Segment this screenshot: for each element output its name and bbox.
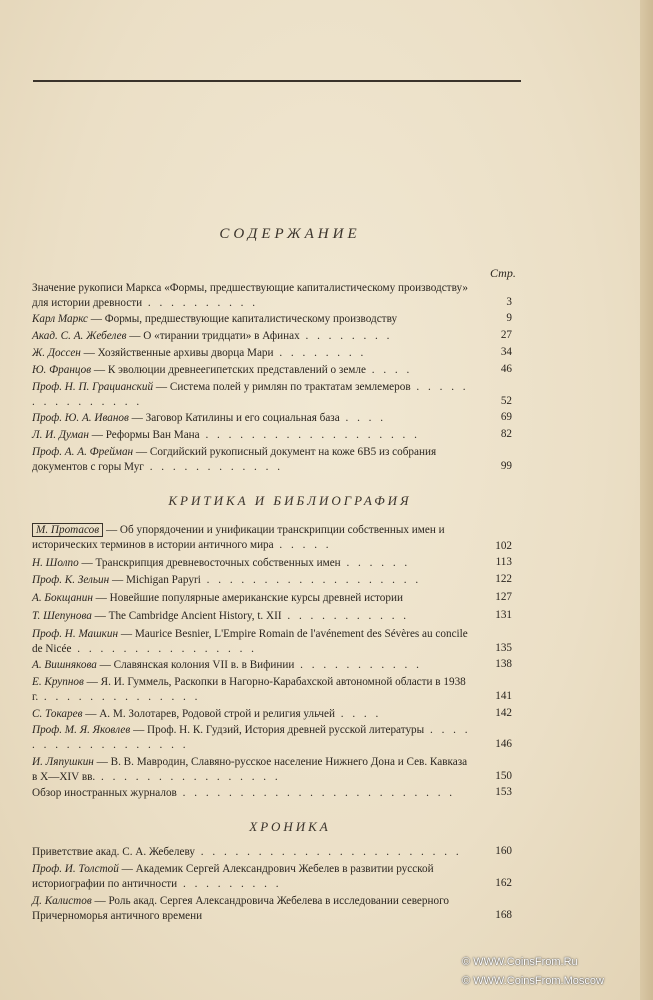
entry-author: Проф. Н. П. Грацианский — [32, 381, 154, 393]
entry-page: 102 — [495, 540, 512, 552]
entry-author: Проф. М. Я. Яковлев — [32, 724, 131, 736]
entry-title: Michigan Papyri — [125, 574, 201, 586]
toc-entry: Карл Маркс — Формы, предшествующие капиталистическому производству — [32, 313, 398, 325]
entry-page: 168 — [495, 909, 512, 921]
entry-page: 113 — [495, 556, 512, 568]
toc-entry: Д. Калистов — Роль акад. Сергея Александровича Жебелева в исследовании северного Причерноморья античного времени — [32, 895, 449, 922]
entry-title: Значение рукописи Маркса «Формы, предшествующие капиталистическому производству» для истории древности — [32, 282, 468, 309]
toc-entry: Т. Шепунова — The Cambridge Ancient History, t. XII . . . . . . . . . . . — [32, 610, 410, 622]
toc-entry: Н. Шолпо — Транскрипция древневосточных собственных имен . . . . . . — [32, 557, 411, 569]
entry-author: Н. Шолпо — [32, 557, 79, 569]
entry-title: Новейшие популярные американские курсы древней истории — [109, 592, 403, 604]
entry-page: 142 — [495, 707, 512, 719]
entry-page: 27 — [500, 329, 512, 341]
entry-author: Ю. Францов — [32, 364, 92, 376]
toc-entry: Проф. М. Я. Яковлев — Проф. Н. К. Гудзий, История древней русской литературы . . . . . . . . . . . . . . . . . . — [32, 724, 471, 751]
entry-page: 153 — [495, 786, 512, 798]
toc-entry: С. Токарев — А. М. Золотарев, Родовой строй и религия ульчей . . . . — [32, 708, 382, 720]
toc-entry: М. Протасов — Об упорядочении и унификации транскрипции собственных имен и исторических терминов в истории античного мира . . . . . — [32, 524, 445, 551]
entry-page: 69 — [500, 411, 512, 423]
entry-author: А. Бокщанин — [32, 592, 93, 604]
entry-title: Система полей у римлян по трактатам землемеров — [169, 381, 411, 393]
toc-entry: Приветствие акад. С. А. Жебелеву . . . . . . . . . . . . . . . . . . . . . . . — [32, 846, 462, 858]
entry-title: Транскрипция древневосточных собственных имен — [95, 557, 341, 569]
entry-page: 160 — [495, 845, 512, 857]
watermark: © WWW.CoinsFrom.Moscow — [462, 975, 604, 987]
entry-page: 127 — [495, 591, 512, 603]
toc-entry: Проф. Ю. А. Иванов — Заговор Катилины и его социальная база . . . . — [32, 412, 387, 424]
entry-title: Об упорядочении и унификации транскрипции собственных имен и исторических терминов в истории античного мира — [32, 524, 445, 551]
entry-author: А. Вишнякова — [32, 659, 97, 671]
entry-page: 46 — [500, 363, 512, 375]
toc-entry: Е. Крупнов — Я. И. Гуммель, Раскопки в Нагорно-Карабахской автономной области в 1938 г. . . . . . . . . . . . . . . — [32, 676, 466, 703]
entry-page: 146 — [495, 738, 512, 750]
entry-title: Обзор иностранных журналов — [32, 787, 177, 799]
contents-heading: СОДЕРЖАНИЕ — [219, 226, 361, 242]
entry-title: Академик Сергей Александрович Жебелев в развитии русской историографии по античности — [32, 863, 434, 890]
entry-page: 141 — [495, 690, 512, 702]
entry-page: 99 — [500, 460, 512, 472]
toc-entry: Проф. Н. Машкин — Maurice Besnier, L'Empire Romain de l'avénement des Sévères au concile de Nicée . . . . . . . . . . . . . . . . — [32, 628, 468, 655]
entry-author: Карл Маркс — [32, 313, 88, 325]
chronicle-heading: ХРОНИКА — [249, 819, 331, 834]
toc-entry: А. Вишнякова — Славянская колония VII в. в Вифинии . . . . . . . . . . . — [32, 659, 422, 671]
entry-title: Приветствие акад. С. А. Жебелеву — [32, 846, 195, 858]
entry-author: Проф. А. А. Фрейман — [32, 446, 134, 458]
entry-author: Проф. И. Толстой — [32, 863, 119, 875]
toc-entry: Ж. Доссен — Хозяйственные архивы дворца Мари . . . . . . . . — [32, 347, 367, 359]
entry-author: Ж. Доссен — [32, 347, 81, 359]
toc-entry: И. Ляпушкин — В. В. Мавродин, Славяно-русское население Нижнего Дона и Сев. Кавказа в X—XIV вв. . . . . . . . . . . . . . . . . — [32, 756, 468, 783]
entry-author: И. Ляпушкин — [32, 756, 94, 768]
entry-page: 131 — [495, 609, 512, 621]
toc-entry: Значение рукописи Маркса «Формы, предшествующие капиталистическому производству» для истории древности . . . . . . . . . . — [32, 282, 468, 309]
entry-title: The Cambridge Ancient History, t. XII — [108, 610, 282, 622]
page-edge — [640, 0, 653, 1000]
entry-title: Роль акад. Сергея Александровича Жебелева в исследовании северного Причерноморья античного времени — [32, 895, 449, 922]
entry-page: 52 — [500, 395, 512, 407]
entry-author: Л. И. Думан — [32, 429, 89, 441]
entry-author: М. Протасов — [32, 523, 103, 537]
watermark: © WWW.CoinsFrom.Ru — [462, 956, 578, 968]
entry-title: Формы, предшествующие капиталистическому производству — [104, 313, 398, 325]
entry-page: 9 — [506, 312, 512, 324]
toc-entry: Проф. А. А. Фрейман — Согдийский рукописный документ на коже 6В5 из собрания документов с горы Муг . . . . . . . . . . . . — [32, 446, 437, 473]
entry-author: Проф. К. Зельин — [32, 574, 110, 586]
entry-title: Согдийский рукописный документ на коже 6В5 из собрания документов с горы Муг — [32, 446, 437, 473]
entry-title: Проф. Н. К. Гудзий, История древней русской литературы — [147, 724, 425, 736]
toc-entry: Проф. И. Толстой — Академик Сергей Александрович Жебелев в развитии русской историографии по античности . . . . . . . . . — [32, 863, 434, 890]
entry-title: Я. И. Гуммель, Раскопки в Нагорно-Карабахской автономной области в 1938 г. — [32, 676, 466, 703]
entry-title: К эволюции древнеегипетских представлений о земле — [107, 364, 366, 376]
entry-page: 122 — [495, 573, 512, 585]
entry-author: Проф. Ю. А. Иванов — [32, 412, 129, 424]
page-column-label: Стр. — [490, 266, 516, 280]
entry-page: 162 — [495, 877, 512, 889]
criticism-heading: КРИТИКА И БИБЛИОГРАФИЯ — [168, 493, 412, 508]
toc-entry: Проф. К. Зельин — Michigan Papyri . . . . . . . . . . . . . . . . . . . — [32, 574, 422, 586]
entry-title: В. В. Мавродин, Славяно-русское население Нижнего Дона и Сев. Кавказа в X—XIV вв. — [32, 756, 468, 783]
toc-entry: Обзор иностранных журналов . . . . . . . . . . . . . . . . . . . . . . . . — [32, 787, 456, 799]
entry-author: Акад. С. А. Жебелев — [32, 330, 127, 342]
entry-title: Славянская колония VII в. в Вифинии — [113, 659, 295, 671]
entry-page: 82 — [500, 428, 512, 440]
entry-author: С. Токарев — [32, 708, 83, 720]
toc-entry: Акад. С. А. Жебелев — О «тирании тридцати» в Афинах . . . . . . . . — [32, 330, 393, 342]
entry-title: Maurice Besnier, L'Empire Romain de l'avénement des Sévères au concile de Nicée — [32, 628, 468, 655]
entry-page: 3 — [506, 296, 512, 308]
entry-author: Д. Калистов — [32, 895, 92, 907]
toc-entry: А. Бокщанин — Новейшие популярные американские курсы древней истории — [32, 592, 403, 604]
entry-title: О «тирании тридцати» в Афинах — [143, 330, 300, 342]
entry-author: Е. Крупнов — [32, 676, 84, 688]
entry-author: Проф. Н. Машкин — [32, 628, 119, 640]
entry-page: 135 — [495, 642, 512, 654]
top-rule — [33, 80, 521, 82]
toc-entry: Л. И. Думан — Реформы Ван Мана . . . . . . . . . . . . . . . . . . . — [32, 429, 420, 441]
entry-title: Реформы Ван Мана — [105, 429, 200, 441]
entry-title: Заговор Катилины и его социальная база — [145, 412, 340, 424]
entry-page: 138 — [495, 658, 512, 670]
entry-title: Хозяйственные архивы дворца Мари — [97, 347, 274, 359]
toc-entry: Ю. Францов — К эволюции древнеегипетских представлений о земле . . . . — [32, 364, 413, 376]
toc-entry: Проф. Н. П. Грацианский — Система полей у римлян по трактатам землемеров . . . . . . . . . . . . . . . — [32, 381, 469, 408]
entry-author: Т. Шепунова — [32, 610, 92, 622]
entry-page: 34 — [500, 346, 512, 358]
entry-title: А. М. Золотарев, Родовой строй и религия ульчей — [99, 708, 335, 720]
entry-page: 150 — [495, 770, 512, 782]
